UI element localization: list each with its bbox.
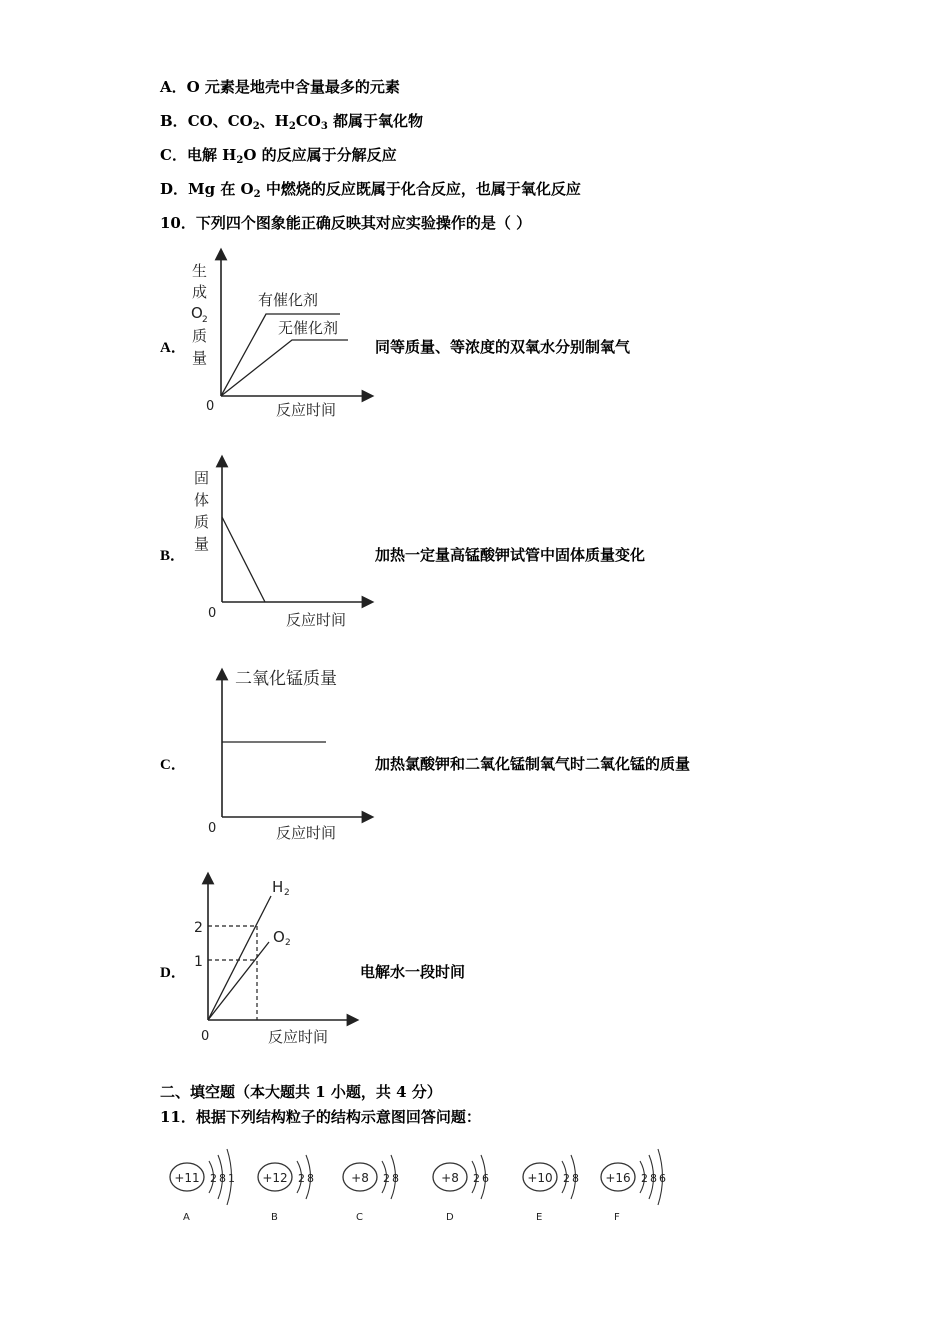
particle-label: A (183, 1212, 190, 1223)
option-text: 、H (259, 112, 289, 130)
subscript: 2 (253, 189, 261, 200)
q9-option-a (160, 77, 400, 97)
xlabel: 反应时间 (276, 401, 337, 419)
electron-count: 6 (659, 1172, 666, 1185)
origin-label: 0 (208, 821, 217, 836)
subscript: 2 (252, 121, 260, 132)
nucleus-charge: +8 (351, 1171, 369, 1185)
q9-option-b (160, 111, 423, 137)
electron-count: 8 (307, 1172, 314, 1185)
ylabel-char: 量 (194, 535, 210, 553)
particle-diagram (170, 1149, 235, 1223)
electron-count: 8 (572, 1172, 579, 1185)
option-text: O 元素是地壳中含量最多的元素 (186, 78, 400, 96)
o2-line (208, 942, 269, 1020)
option-text: CO (295, 112, 321, 130)
h2-sub: 2 (284, 888, 290, 898)
nucleus-charge: +11 (174, 1171, 200, 1185)
ylabel-char: 质 (192, 327, 208, 345)
electron-count: 8 (650, 1172, 657, 1185)
tick-label-2: 2 (194, 920, 203, 936)
q9-option-c (160, 145, 397, 171)
electron-count: 2 (383, 1172, 390, 1185)
q10-c-graph (195, 660, 395, 845)
electron-count: 2 (210, 1172, 217, 1185)
particle-label: F (614, 1212, 620, 1223)
electron-count: 8 (392, 1172, 399, 1185)
ylabel-char: 固 (194, 469, 210, 487)
q10-d-desc: 电解水一段时间 (360, 963, 466, 981)
subscript: 2 (288, 121, 296, 132)
particle-label: B (271, 1212, 278, 1223)
particle-label: D (446, 1212, 454, 1223)
ylabel-char: 成 (192, 283, 208, 301)
q10-d-label: D． (160, 965, 186, 981)
particle-diagram (433, 1155, 489, 1223)
q10-b-label: B． (160, 548, 186, 564)
option-text: 中燃烧的反应既属于化合反应，也属于氧化反应 (260, 180, 581, 198)
no-catalyst-line (221, 340, 348, 396)
option-text: 电解 H (186, 146, 237, 164)
subscript: 3 (320, 121, 328, 132)
ylabel-sub: 2 (202, 315, 208, 325)
q10-a-label: A． (160, 340, 186, 356)
q10-b-desc: 加热一定量高锰酸钾试管中固体质量变化 (375, 546, 646, 564)
q10-stem: 10．下列四个图象能正确反映其对应实验操作的是（ ） (160, 214, 532, 232)
option-label: A． (160, 78, 187, 96)
option-label: D． (160, 180, 189, 198)
electron-count: 1 (228, 1172, 235, 1185)
particle-diagram (601, 1149, 666, 1223)
q10-c-desc: 加热氯酸钾和二氧化锰制氧气时二氧化锰的质量 (375, 755, 691, 773)
q10-a-graph (180, 250, 380, 420)
option-text: 都属于氧化物 (327, 112, 424, 130)
ylabel-char: 质 (194, 513, 210, 531)
q10-a-desc: 同等质量、等浓度的双氧水分别制氧气 (375, 338, 631, 356)
electron-count: 2 (298, 1172, 305, 1185)
particle-label: E (536, 1212, 543, 1223)
ylabel-char: 体 (194, 491, 210, 509)
option-text: Mg 在 O (188, 180, 254, 198)
q10-c-label: C． (160, 757, 186, 773)
nucleus-charge: +16 (605, 1171, 631, 1185)
electron-count: 2 (563, 1172, 570, 1185)
electron-count: 2 (641, 1172, 648, 1185)
h2-label: H (272, 878, 284, 896)
solid-mass-line (222, 517, 265, 602)
particle-diagram (258, 1155, 314, 1223)
tick-label-1: 1 (194, 954, 203, 970)
option-label: C． (160, 146, 187, 164)
q10-d-graph (185, 870, 385, 1050)
origin-label: 0 (208, 606, 217, 621)
q11-structure-diagrams (160, 1140, 700, 1230)
ylabel-char: O (191, 304, 203, 322)
xlabel: 反应时间 (286, 611, 347, 629)
h2-line (208, 896, 271, 1020)
nucleus-charge: +8 (441, 1171, 459, 1185)
q10-b-graph (180, 455, 380, 630)
subscript: 2 (236, 155, 244, 166)
xlabel: 反应时间 (268, 1028, 329, 1046)
line-label-no-catalyst: 无催化剂 (278, 319, 339, 337)
option-text: CO、CO (187, 112, 253, 130)
nucleus-charge: +12 (262, 1171, 288, 1185)
electron-count: 8 (219, 1172, 226, 1185)
electron-count: 2 (473, 1172, 480, 1185)
particle-diagram (523, 1155, 579, 1223)
option-label: B． (160, 112, 188, 130)
option-text: O 的反应属于分解反应 (243, 146, 397, 164)
origin-label: 0 (206, 399, 215, 414)
o2-sub: 2 (285, 938, 291, 948)
origin-label: 0 (201, 1029, 210, 1044)
nucleus-charge: +10 (527, 1171, 553, 1185)
ylabel-char: 量 (192, 349, 208, 367)
o2-label: O (273, 928, 285, 946)
xlabel: 反应时间 (276, 824, 337, 842)
ylabel-char: 生 (192, 262, 208, 280)
line-label-catalyst: 有催化剂 (258, 291, 319, 309)
particle-label: C (356, 1212, 363, 1223)
q9-option-d (160, 179, 581, 205)
electron-count: 6 (482, 1172, 489, 1185)
q11-stem: 11．根据下列结构粒子的结构示意图回答问题： (160, 1108, 481, 1126)
ylabel: 二氧化锰质量 (235, 669, 337, 689)
particle-diagram (343, 1155, 399, 1223)
section-title: 二、填空题（本大题共 1 小题，共 4 分） (160, 1083, 442, 1101)
